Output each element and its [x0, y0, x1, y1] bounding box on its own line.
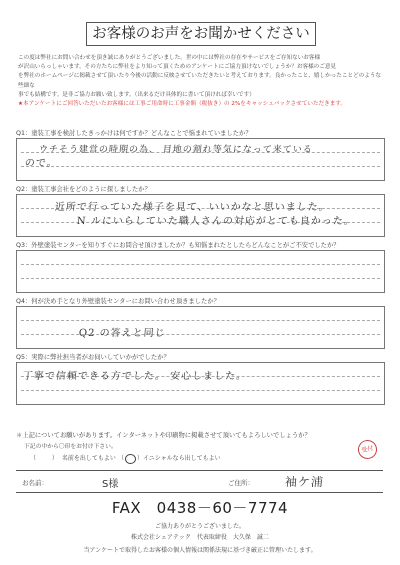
intro-line: この度は弊社にお問い合わせを頂き誠にありがとうございました。世の中には弊社の存在やサービスをご存知ないお客様 — [18, 55, 321, 61]
question-5-label: Q5：実際に弊社担当者がお伺いしていかがでしたか？ — [16, 354, 170, 361]
fax-number: FAX 0438－60－7774 — [111, 499, 289, 517]
footer-company: 株式会社シェアテック 代表取締役 大久保 誠二 — [131, 534, 269, 541]
answer-2-line-2: N ルにいらしていた職人さんの対応がとても良かった。 — [76, 216, 356, 227]
answer-1-line-1: ウチそう建営の時期の為、 目地の割れ等気になって来ている — [38, 145, 314, 155]
intro-line: 事でも結構です。是非ご協力お願い致します。（出来るだけ具体的に書いて頂ければ幸いです） — [18, 91, 255, 98]
name-label: お名前： — [22, 479, 48, 487]
answer-1-line-2: ので。 — [24, 158, 59, 169]
ruled-line — [21, 320, 380, 321]
option-paren: （ ） — [30, 455, 62, 462]
consent-question: ＊上記についてお願いがあります。インターネットや印刷物に掲載させて頂いてもよろしいでしょうか？ — [16, 432, 311, 439]
consent-option-2[interactable] — [118, 453, 221, 464]
answer-4-line-1: Q2 の答えと同じ — [78, 328, 166, 339]
ruled-line — [21, 334, 380, 335]
ruled-line — [21, 264, 380, 265]
circle-mark-icon — [125, 454, 136, 464]
answer-5-line-1: 丁寧で信頼できる方でした。 安心しました。 — [22, 371, 248, 382]
footer-privacy: 当アンケートで取得したお客様の個人情報は関係法規に基づき厳正に管理いたします。 — [83, 547, 317, 554]
divider — [16, 492, 383, 493]
ruled-line — [21, 166, 380, 167]
ruled-line — [21, 390, 380, 391]
divider — [16, 470, 383, 471]
question-1-label: Q1：塗装工事を検討したきっかけは何ですか？どんなことで悩まれていましたか？ — [16, 130, 252, 137]
answer-box-1[interactable] — [16, 138, 385, 181]
address-value[interactable]: 袖ケ浦 — [284, 475, 325, 489]
name-value[interactable]: S様 — [102, 479, 119, 490]
consent-option-1[interactable] — [30, 453, 116, 462]
question-4-label: Q4：何が決め手となり外壁塗装センターにお問い合わせ頂きましたか？ — [16, 298, 220, 305]
answer-box-2[interactable] — [16, 194, 385, 237]
answer-box-4[interactable] — [16, 306, 385, 349]
intro-line: が沢山いらっしゃいます。その方たちに弊社をより知って頂くためのアンケートにご協力頂けないでしょうか？お客様のご意見 — [18, 64, 337, 71]
option-paren: （ — [118, 455, 125, 462]
address-label: ご住所： — [228, 479, 254, 487]
option-2-label: イニシャルなら出してもよい — [143, 455, 221, 462]
page-title: お客様のお声をお聞かせください — [86, 22, 316, 46]
option-1-label: 名前を出してもよい — [61, 455, 116, 462]
question-3-label: Q3：外壁塗装センターを知りすぐにお問合せ頂けましたか？も知悩まれたとしたらどんなことがご不安でしたか？ — [16, 242, 340, 249]
answer-box-5[interactable] — [16, 362, 385, 405]
consent-instruction: 下記の中から〇印をお付け下さい。 — [24, 444, 117, 450]
footer-thanks: ご協力ありがとうございました。 — [154, 523, 245, 530]
answer-box-3[interactable] — [16, 250, 385, 293]
answer-2-line-1: 近所で行っていた様子を見て、いいかなと思いました。 — [54, 202, 331, 213]
cashback-note: ★本アンケートにご回答いただいたお客様には工事ご用命時に工事金額（税抜き）の 2%をキャッシュバックさせていただきます。 — [18, 101, 347, 108]
ruled-line — [21, 278, 380, 279]
intro-line: を弊社のホームページに掲載させて頂いたり今後の活動に反映させていただきたいと考えております。良かったこと、嬉しかったことどのような些細な — [18, 73, 382, 89]
question-2-label: Q2：塗装工事会社をどのように探しましたか？ — [16, 186, 151, 193]
intro-text — [18, 54, 384, 109]
option-paren: ） — [137, 455, 144, 462]
received-stamp-icon: 受付 — [356, 438, 379, 461]
